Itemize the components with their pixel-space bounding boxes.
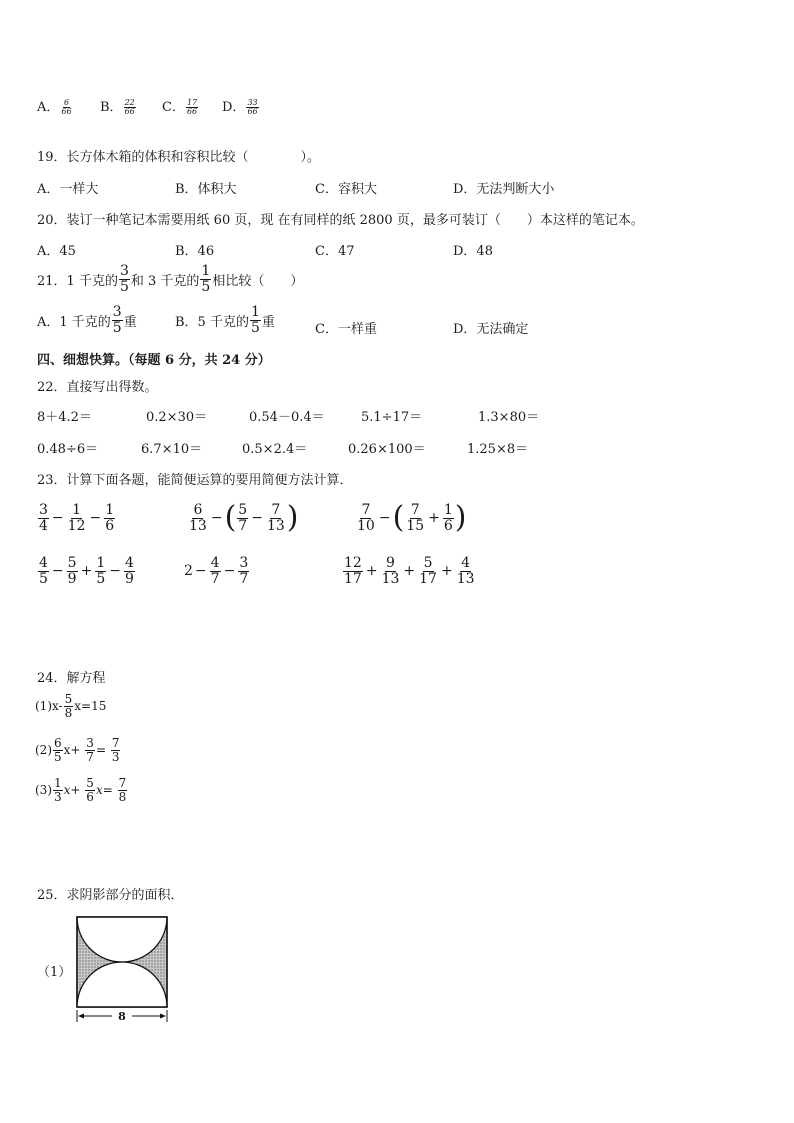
- arrow-left-icon: [78, 1014, 84, 1019]
- q22-item: 0.26×100＝: [348, 442, 426, 457]
- q24-equation-2: (2) $\frac{6}{5}$ x+ $\frac{3}{7}$ = $\frac{7}{3}$: [35, 736, 120, 764]
- fraction: $\frac{9}{13}$: [381, 555, 400, 587]
- fraction: $\frac{22}{66}$: [124, 97, 135, 116]
- q25-stem: 25．求阴影部分的面积．: [37, 888, 184, 903]
- q20-stem: 20．装订一种笔记本需要用纸 60 页，现 在有同样的纸 2800 页，最多可装订（ ）本这样的笔记本。: [37, 213, 644, 228]
- q23-expr-1: $\frac{3}{4}$ − $\frac{1}{12}$ − $\frac{1}{6}$: [39, 502, 115, 534]
- fraction: $\frac{7}{8}$: [118, 776, 127, 804]
- q19-option-b: B．体积大: [175, 182, 237, 197]
- fraction: $\frac{3}{5}$: [119, 263, 129, 295]
- fraction: $\frac{4}{9}$: [124, 555, 134, 587]
- q23-expr-2: $\frac{6}{13}$ − ( $\frac{5}{7}$ − $\frac{7}{13}$ ): [189, 500, 299, 536]
- fraction: $\frac{7}{3}$: [111, 736, 120, 764]
- q22-item: 5.1÷17＝: [361, 410, 423, 425]
- q21-option-a: A．1 千克的 $\frac{3}{5}$ 重: [37, 304, 137, 336]
- q23-expr-3: $\frac{7}{10}$ − ( $\frac{7}{15}$ + $\frac{1}{6}$ ): [357, 500, 467, 536]
- fraction: $\frac{17}{66}$: [186, 97, 198, 116]
- q18-option-b: B． $\frac{22}{66}$: [100, 97, 135, 116]
- fraction: $\frac{5}{6}$: [86, 776, 94, 804]
- q22-item: 0.54－0.4＝: [249, 410, 325, 425]
- fraction: $\frac{5}{8}$: [64, 692, 73, 720]
- q23-expr-6: $\frac{12}{17}$ + $\frac{9}{13}$ + $\frac{5}{17}$ + $\frac{4}{13}$: [344, 555, 475, 587]
- q18-option-c: C． $\frac{17}{66}$: [162, 97, 198, 116]
- fraction: $\frac{6}{13}$: [189, 502, 207, 534]
- q25-part-label: （1）: [37, 965, 72, 980]
- dimension-label: 8: [118, 1010, 126, 1023]
- q21-option-b: B．5 千克的 $\frac{1}{5}$ 重: [175, 304, 275, 336]
- fraction: $\frac{1}{5}$: [96, 555, 106, 587]
- fraction: $\frac{5}{9}$: [67, 555, 77, 587]
- fraction: $\frac{1}{12}$: [67, 502, 86, 534]
- fraction: $\frac{3}{7}$: [239, 555, 249, 587]
- fraction: $\frac{33}{66}$: [247, 97, 258, 116]
- q22-item: 6.7×10＝: [141, 442, 203, 457]
- fraction: $\frac{5}{17}$: [419, 555, 437, 587]
- fraction: $\frac{12}{17}$: [344, 555, 362, 587]
- fraction: $\frac{1}{6}$: [105, 502, 115, 534]
- q22-item: 8＋4.2＝: [37, 410, 92, 425]
- fraction: $\frac{3}{5}$: [112, 304, 122, 336]
- fraction: $\frac{5}{7}$: [238, 502, 248, 534]
- q20-option-a: A．45: [37, 244, 76, 259]
- fraction: $\frac{1}{3}$: [54, 776, 62, 804]
- q18-option-d: D． $\frac{33}{66}$: [222, 97, 258, 116]
- fraction: $\frac{3}{4}$: [39, 502, 48, 534]
- q24-equation-3: (3) $\frac{1}{3}$ x+ $\frac{5}{6}$ x= $\frac{7}{8}$: [35, 776, 127, 804]
- q21-option-d: D．无法确定: [453, 322, 529, 337]
- q20-option-c: C．47: [315, 244, 355, 259]
- fraction: $\frac{4}{13}$: [456, 555, 475, 587]
- q20-option-b: B．46: [175, 244, 215, 259]
- q24-equation-1: (1)x- $\frac{5}{8}$ x=15: [35, 692, 107, 720]
- q19-stem: 19．长方体木箱的体积和容积比较（ ）。: [37, 150, 321, 165]
- q20-option-d: D．48: [453, 244, 493, 259]
- q22-item: 1.25×8＝: [467, 442, 529, 457]
- q19-option-c: C．容积大: [315, 182, 377, 197]
- q21-option-c: C．一样重: [315, 322, 377, 337]
- fraction: $\frac{7}{10}$: [357, 502, 375, 534]
- q22-stem: 22．直接写出得数。: [37, 380, 158, 395]
- q23-expr-5: 2 − $\frac{4}{7}$ − $\frac{3}{7}$: [184, 555, 249, 587]
- q22-item: 0.2×30＝: [146, 410, 208, 425]
- q22-item: 1.3×80＝: [478, 410, 540, 425]
- q24-stem: 24．解方程: [37, 671, 106, 686]
- fraction: $\frac{4}{5}$: [39, 555, 48, 587]
- q21-stem: 21．1 千克的 $\frac{3}{5}$ 和 3 千克的 $\frac{1}{5}$ 相比较（ ）: [37, 263, 304, 295]
- q19-option-d: D．无法判断大小: [453, 182, 555, 197]
- fraction: $\frac{7}{15}$: [406, 502, 425, 534]
- fraction: $\frac{1}{5}$: [201, 263, 211, 295]
- shaded-area-figure: [70, 912, 174, 1024]
- fraction: $\frac{4}{7}$: [210, 555, 220, 587]
- q23-stem: 23．计算下面各题，能简便运算的要用简便方法计算．: [37, 473, 353, 488]
- q19-option-a: A．一样大: [37, 182, 99, 197]
- fraction: $\frac{6}{66}$: [61, 97, 72, 116]
- q22-item: 0.48÷6＝: [37, 442, 99, 457]
- section-heading: 四、细想快算。（每题 6 分，共 24 分）: [37, 353, 271, 368]
- q22-item: 0.5×2.4＝: [242, 442, 308, 457]
- fraction: $\frac{1}{5}$: [250, 304, 260, 336]
- q18-option-a: A． $\frac{6}{66}$: [37, 97, 72, 116]
- fraction: $\frac{3}{7}$: [86, 736, 94, 764]
- arrow-right-icon: [160, 1014, 166, 1019]
- fraction: $\frac{1}{6}$: [443, 502, 453, 534]
- q23-expr-4: $\frac{4}{5}$ − $\frac{5}{9}$ + $\frac{1}{5}$ − $\frac{4}{9}$: [39, 555, 134, 587]
- fraction: $\frac{7}{13}$: [266, 502, 285, 534]
- fraction: $\frac{6}{5}$: [54, 736, 62, 764]
